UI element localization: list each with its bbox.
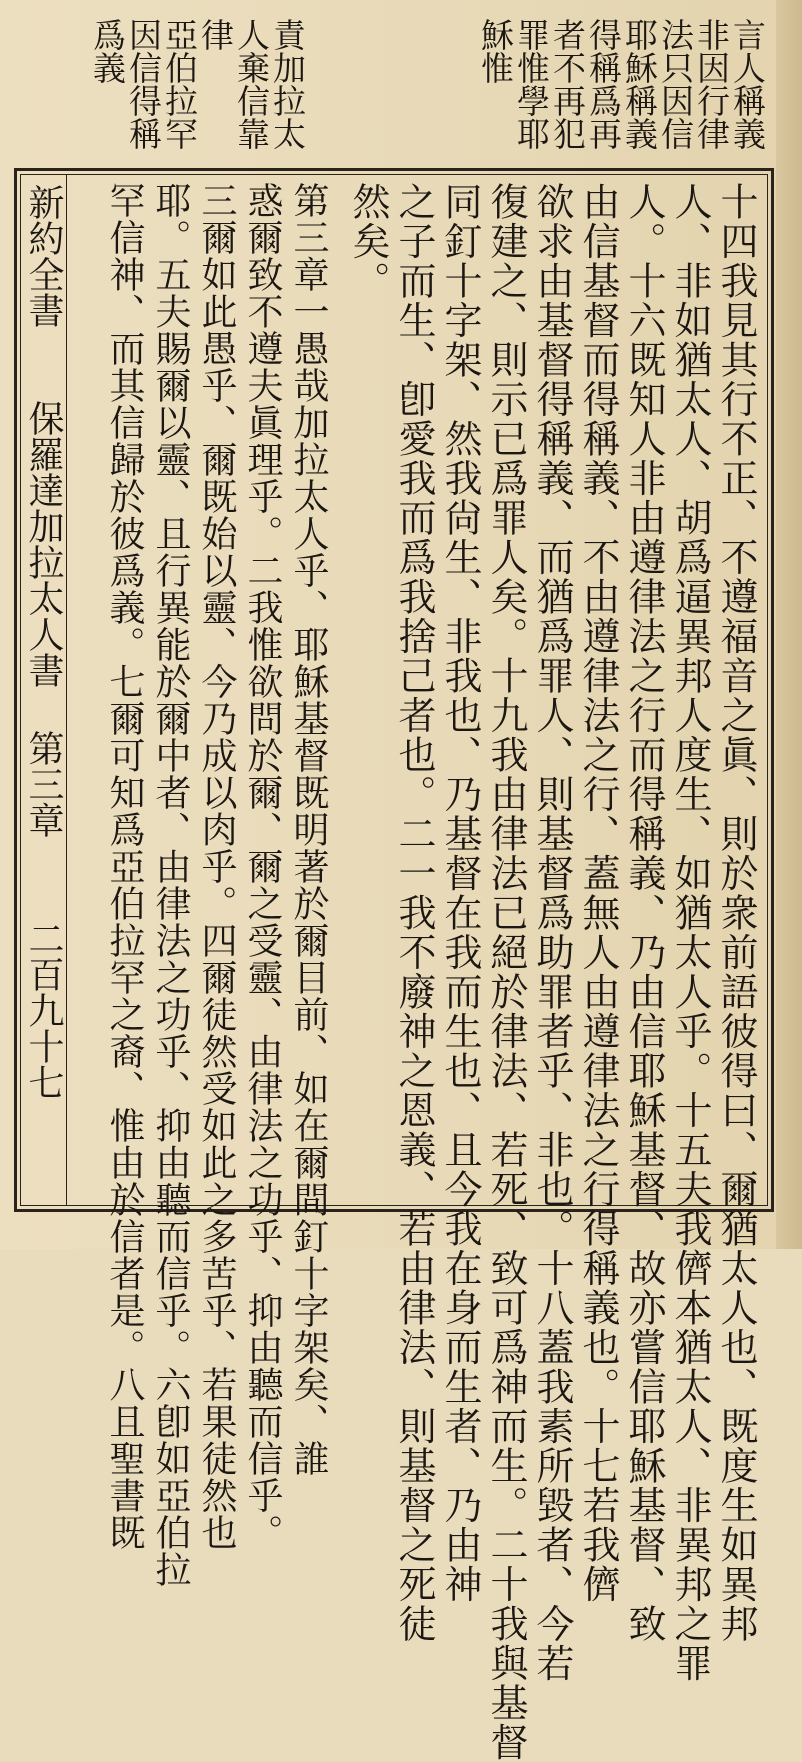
headnote-column: 人棄信靠 bbox=[232, 18, 271, 150]
running-header-rule bbox=[66, 174, 67, 1206]
text-column: 惑爾致不遵夫眞理乎。二我惟欲問於爾、爾之受靈、由律法之功乎、抑由聽而信乎。 bbox=[242, 182, 283, 1551]
text-column: 十四我見其行不正、不遵福音之眞、則於衆前語彼得曰、爾猶太人也、既度生如異邦 bbox=[714, 182, 758, 1644]
text-column: 欲求由基督得稱義、而猶爲罪人、則基督爲助罪者乎、非也。十八蓋我素所毀者、今若 bbox=[530, 182, 574, 1683]
headnote-column: 穌惟 bbox=[476, 18, 515, 84]
text-column: 耶。五夫賜爾以靈、且行異能於爾中者、由律法之功乎、抑由聽而信乎。六卽如亞伯拉 bbox=[150, 182, 191, 1588]
book-title: 新約全書 bbox=[23, 184, 64, 328]
headnote-column: 非因行律 bbox=[692, 18, 731, 150]
headnote-column: 法只因信 bbox=[656, 18, 695, 150]
text-column: 之子而生、卽愛我而爲我捨己者也。二一我不廢神之恩義、若由律法、則基督之死徒 bbox=[392, 182, 436, 1644]
page-edge bbox=[776, 0, 802, 1249]
headnote-column: 耶穌稱義 bbox=[620, 18, 659, 150]
text-column: 第三章一愚哉加拉太人乎、耶穌基督既明著於爾目前、如在爾間釘十字架矣、誰 bbox=[288, 182, 329, 1477]
text-column: 然矣。 bbox=[346, 182, 390, 301]
headnote-column: 罪惟學耶 bbox=[512, 18, 551, 150]
epistle-title: 保羅達加拉太人書 bbox=[23, 400, 64, 688]
text-column: 人、非如猶太人、胡爲逼異邦人度生、如猶太人乎。十五夫我儕本猶太人、非異邦之罪 bbox=[668, 182, 712, 1683]
chapter-label: 第三章 bbox=[23, 730, 64, 838]
margin-headnotes bbox=[0, 0, 802, 170]
headnote-column: 律 bbox=[196, 18, 235, 51]
page-number: 二百九十七 bbox=[23, 920, 64, 1100]
text-column: 三爾如此愚乎、爾既始以靈、今乃成以肉乎。四爾徒然受如此之多苦乎、若果徒然也 bbox=[196, 182, 237, 1551]
text-column: 同釘十字架、然我尙生、非我也、乃基督在我而生也、且今我在身而生者、乃由神 bbox=[438, 182, 482, 1604]
headnote-column: 言人稱義 bbox=[728, 18, 767, 150]
headnote-column: 責加拉太 bbox=[268, 18, 307, 150]
headnote-column: 爲義 bbox=[88, 18, 127, 84]
headnote-column: 因信得稱 bbox=[124, 18, 163, 150]
text-column: 人。十六既知人非由遵律法之行而得稱義、乃由信耶穌基督、故亦嘗信耶穌基督、致 bbox=[622, 182, 666, 1644]
text-column: 由信基督而得稱義、不由遵律法之行、蓋無人由遵律法之行得稱義也。十七若我儕 bbox=[576, 182, 620, 1604]
text-column: 復建之、則示已爲罪人矣。十九我由律法已絕於律法、若死、致可爲神而生。二十我與基督 bbox=[484, 182, 528, 1762]
headnote-column: 亞伯拉罕 bbox=[160, 18, 199, 150]
headnote-column: 者不再犯 bbox=[548, 18, 587, 150]
headnote-column: 得稱爲再 bbox=[584, 18, 623, 150]
text-column: 罕信神、而其信歸於彼爲義。七爾可知爲亞伯拉罕之裔、惟由於信者是。八且聖書既 bbox=[104, 182, 145, 1551]
